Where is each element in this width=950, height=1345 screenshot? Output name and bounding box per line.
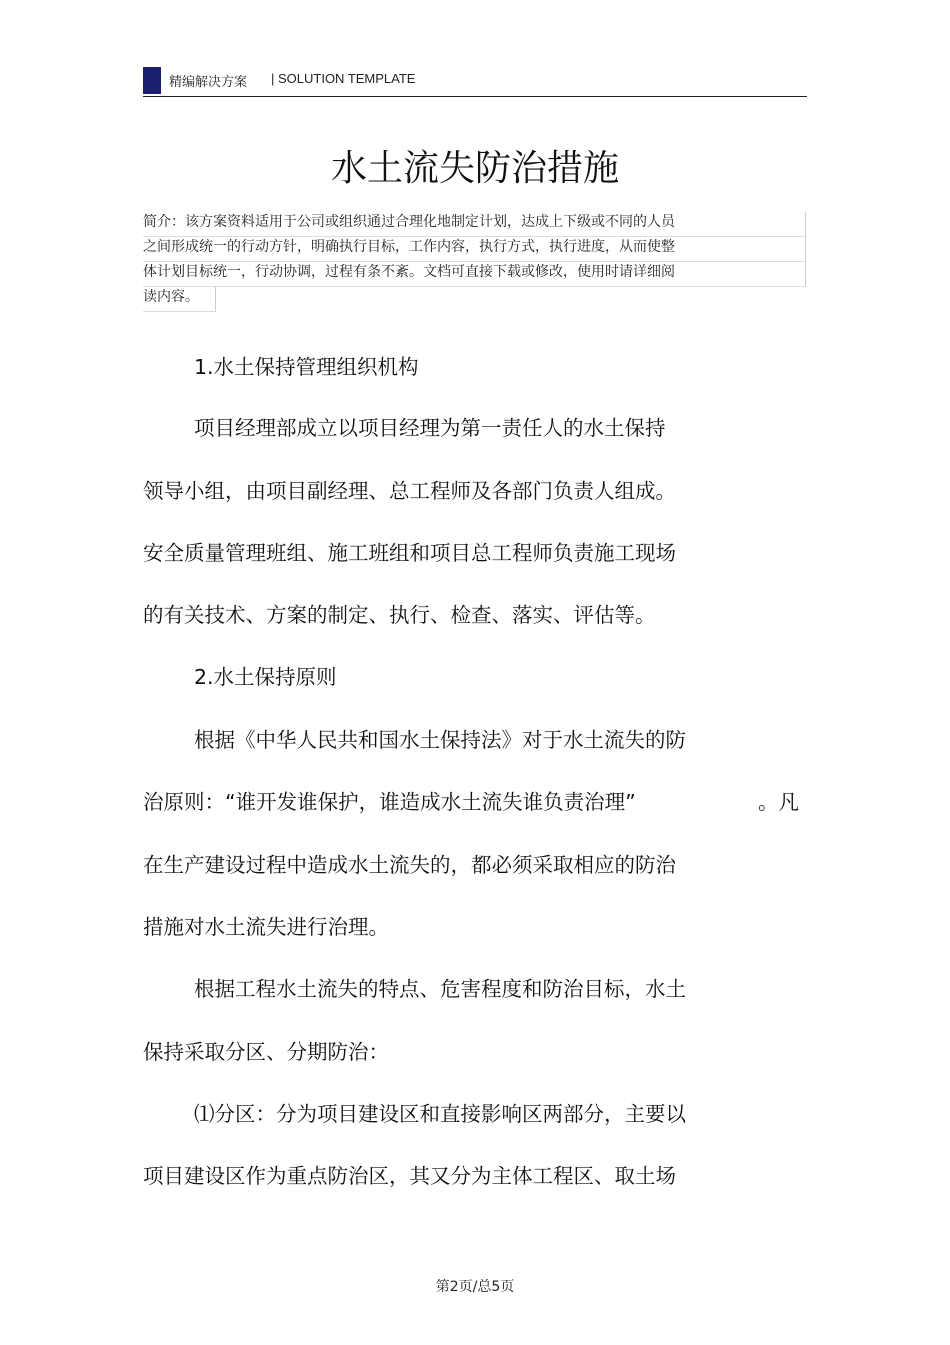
intro-line: 读内容。 [143, 287, 216, 312]
paragraph-line-tail: 。凡 [758, 790, 799, 814]
paragraph-line: 项目建设区作为重点防治区，其又分为主体工程区、取土场 [143, 1164, 676, 1188]
paragraph-line: 保持采取分区、分期防治： [143, 1040, 389, 1064]
paragraph-line: 的有关技术、方案的制定、执行、检查、落实、评估等。 [143, 603, 656, 627]
paragraph-line: 治原则：“谁开发谁保护，谁造成水土流失谁负责治理” [143, 790, 636, 814]
paragraph-line: 在生产建设过程中造成水土流失的，都必须采取相应的防治 [143, 853, 676, 877]
paragraph-line: 领导小组，由项目副经理、总工程师及各部门负责人组成。 [143, 479, 676, 503]
document-title: 水土流失防治措施 [330, 148, 619, 189]
paragraph-line: 根据《中华人民共和国水土保持法》对于水土流失的防 [194, 728, 686, 752]
paragraph-line: 项目经理部成立以项目经理为第一责任人的水土保持 [194, 416, 666, 440]
intro-line: 体计划目标统一，行动协调，过程有条不紊。文档可直接下载或修改，使用时请详细阅 [143, 262, 806, 287]
section-heading: 1.水土保持管理组织机构 [194, 355, 419, 379]
paragraph-line: 措施对水土流失进行治理。 [143, 915, 389, 939]
logo-icon [143, 67, 161, 94]
page-number: 第2页/总5页 [435, 1279, 515, 1295]
paragraph-line: 安全质量管理班组、施工班组和项目总工程师负责施工现场 [143, 541, 676, 565]
section-heading: 2.水土保持原则 [194, 665, 337, 689]
intro-line: 简介：该方案资料适用于公司或组织通过合理化地制定计划，达成上下级或不同的人员 [143, 212, 806, 237]
intro-line: 之间形成统一的行动方针，明确执行目标，工作内容，执行方式，执行进度，从而使整 [143, 237, 806, 262]
page-header [143, 66, 807, 97]
paragraph-line: 根据工程水土流失的特点、危害程度和防治目标，水土 [194, 977, 686, 1001]
header-template-label: | SOLUTION TEMPLATE [271, 71, 416, 86]
paragraph-line: ⑴分区：分为项目建设区和直接影响区两部分，主要以 [194, 1102, 686, 1126]
header-brand: 精编解决方案 [169, 75, 248, 90]
